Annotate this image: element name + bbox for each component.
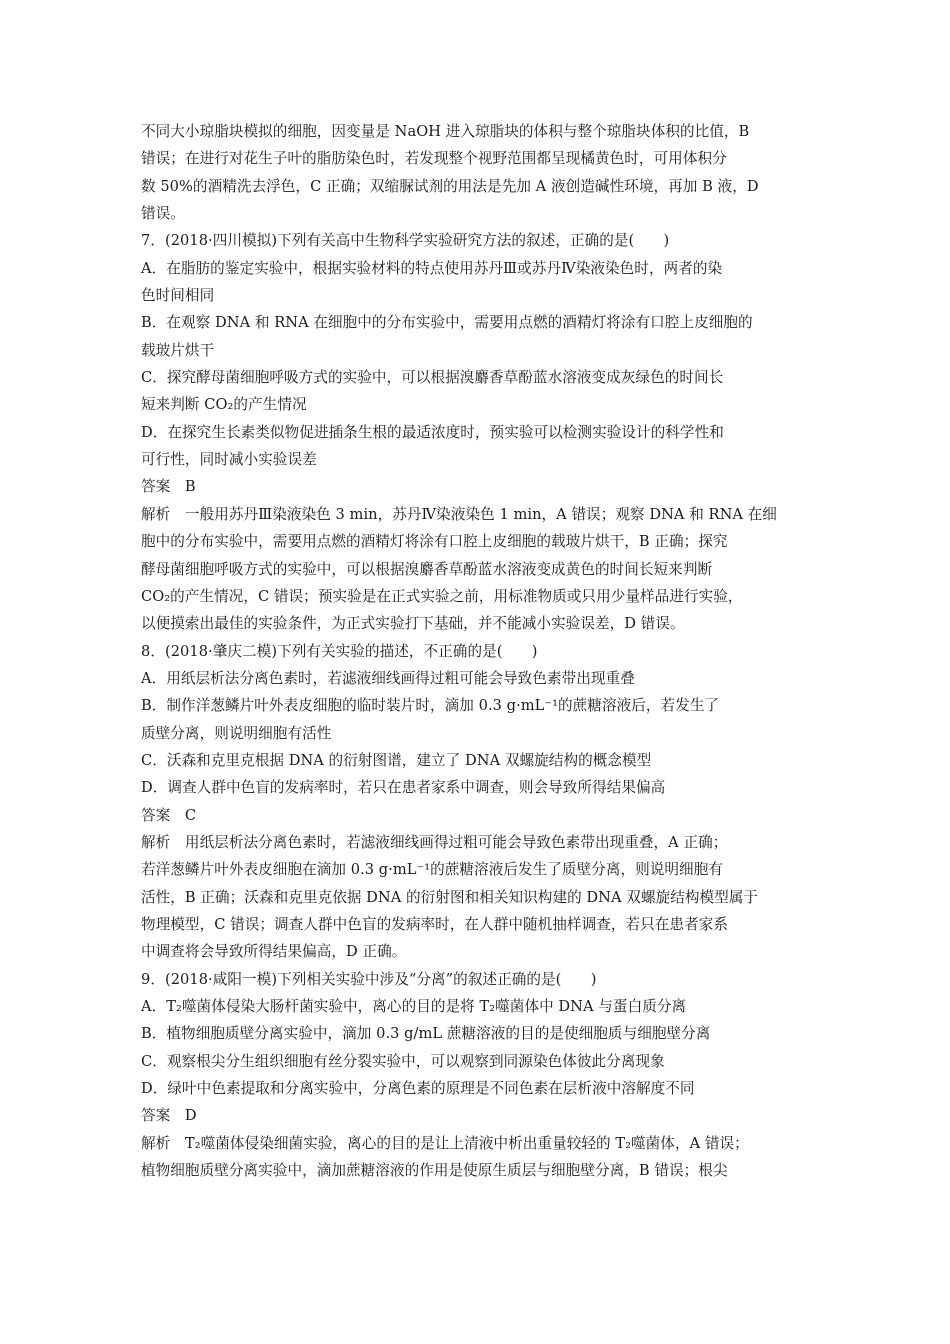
text-line: C．探究酵母菌细胞呼吸方式的实验中，可以根据溴麝香草酚蓝水溶液变成灰绿色的时间长 [141, 369, 724, 387]
text-line: 质壁分离，则说明细胞有活性 [141, 724, 332, 742]
text-line: B．植物细胞质壁分离实验中，滴加 0.3 g/mL 蔗糖溶液的目的是使细胞质与细胞壁分离 [141, 1025, 711, 1043]
text-line: D．绿叶中色素提取和分离实验中，分离色素的原理是不同色素在层析液中溶解度不同 [141, 1080, 695, 1098]
text-line: A．在脂肪的鉴定实验中，根据实验材料的特点使用苏丹Ⅲ或苏丹Ⅳ染液染色时，两者的染 [141, 259, 723, 277]
text-line: 不同大小琼脂块模拟的细胞，因变量是 NaOH 进入琼脂块的体积与整个琼脂块体积的比值，B [141, 123, 750, 140]
text-line: D．在探究生长素类似物促进插条生根的最适浓度时，预实验可以检测实验设计的科学性和 [141, 423, 724, 441]
text-line: 数 50%的酒精洗去浮色，C 正确；双缩脲试剂的用法是先加 A 液创造碱性环境，再加 B 液，D [141, 177, 759, 195]
text-line: 可行性，同时减小实验误差 [141, 451, 317, 469]
text-line: D．调查人群中色盲的发病率时，若只在患者家系中调查，则会导致所得结果偏高 [141, 779, 666, 797]
text-line: 胞中的分布实验中，需要用点燃的酒精灯将涂有口腔上皮细胞的载玻片烘干，B 正确；探究 [141, 533, 728, 551]
text-line: 色时间相同 [141, 287, 215, 305]
text-line: B．制作洋葱鳞片叶外表皮细胞的临时装片时，滴加 0.3 g·mL⁻¹的蔗糖溶液后，若发生了 [141, 697, 720, 715]
text-line: 9．(2018·咸阳一模)下列相关实验中涉及“分离”的叙述正确的是( ) [141, 970, 597, 988]
text-line: 物理模型，C 错误；调查人群中色盲的发病率时，在人群中随机抽样调查，若只在患者家系 [141, 915, 729, 933]
text-line: 载玻片烘干 [141, 341, 215, 359]
text-line: 解析 T₂噬菌体侵染细菌实验，离心的目的是让上清液中析出重量较轻的 T₂噬菌体，A 错误； [141, 1134, 749, 1152]
text-line: B．在观察 DNA 和 RNA 在细胞中的分布实验中，需要用点燃的酒精灯将涂有口腔上皮细胞的 [141, 314, 753, 332]
text-line: 8．(2018·肇庆二模)下列有关实验的描述，不正确的是( ) [141, 642, 538, 660]
text-line: 答案 B [141, 478, 196, 496]
text-line: 答案 D [141, 1107, 197, 1125]
text-line: CO₂的产生情况，C 错误；预实验是在正式实验之前，用标准物质或只用少量样品进行实验， [141, 587, 743, 605]
text-line: 活性，B 正确；沃森和克里克依据 DNA 的衍射图和相关知识构建的 DNA 双螺旋结构模型属于 [141, 888, 759, 906]
text-line: C．沃森和克里克根据 DNA 的衍射图谱，建立了 DNA 双螺旋结构的概念模型 [141, 751, 652, 769]
document-body [141, 118, 821, 1184]
text-line: 7．(2018·四川模拟)下列有关高中生物科学实验研究方法的叙述，正确的是( ) [141, 232, 670, 250]
text-line: 答案 C [141, 806, 197, 824]
text-line: 以便摸索出最佳的实验条件，为正式实验打下基础，并不能减小实验误差，D 错误。 [141, 615, 685, 633]
text-line: C．观察根尖分生组织细胞有丝分裂实验中，可以观察到同源染色体彼此分离现象 [141, 1052, 665, 1070]
text-line: 错误；在进行对花生子叶的脂肪染色时，若发现整个视野范围都呈现橘黄色时，可用体积分 [141, 150, 727, 168]
text-line: 酵母菌细胞呼吸方式的实验中，可以根据溴麝香草酚蓝水溶液变成黄色的时间长短来判断 [141, 560, 713, 578]
text-line: 解析 一般用苏丹Ⅲ染液染色 3 min，苏丹Ⅳ染液染色 1 min，A 错误；观察 DNA 和 RNA 在细 [141, 505, 777, 523]
text-line: 中调查将会导致所得结果偏高，D 正确。 [141, 943, 407, 961]
text-line: 植物细胞质壁分离实验中，滴加蔗糖溶液的作用是使原生质层与细胞壁分离，B 错误；根尖 [141, 1162, 728, 1180]
text-line: A．T₂噬菌体侵染大肠杆菌实验中，离心的目的是将 T₂噬菌体中 DNA 与蛋白质分离 [141, 998, 687, 1015]
text-line: 解析 用纸层析法分离色素时，若滤液细线画得过粗可能会导致色素带出现重叠，A 正确； [141, 833, 728, 851]
text-line: A．用纸层析法分离色素时，若滤液细线画得过粗可能会导致色素带出现重叠 [141, 669, 635, 687]
text-line: 短来判断 CO₂的产生情况 [141, 396, 307, 414]
text-line: 若洋葱鳞片叶外表皮细胞在滴加 0.3 g·mL⁻¹的蔗糖溶液后发生了质壁分离，则说明细胞有 [141, 861, 723, 879]
text-line: 错误。 [141, 205, 185, 223]
